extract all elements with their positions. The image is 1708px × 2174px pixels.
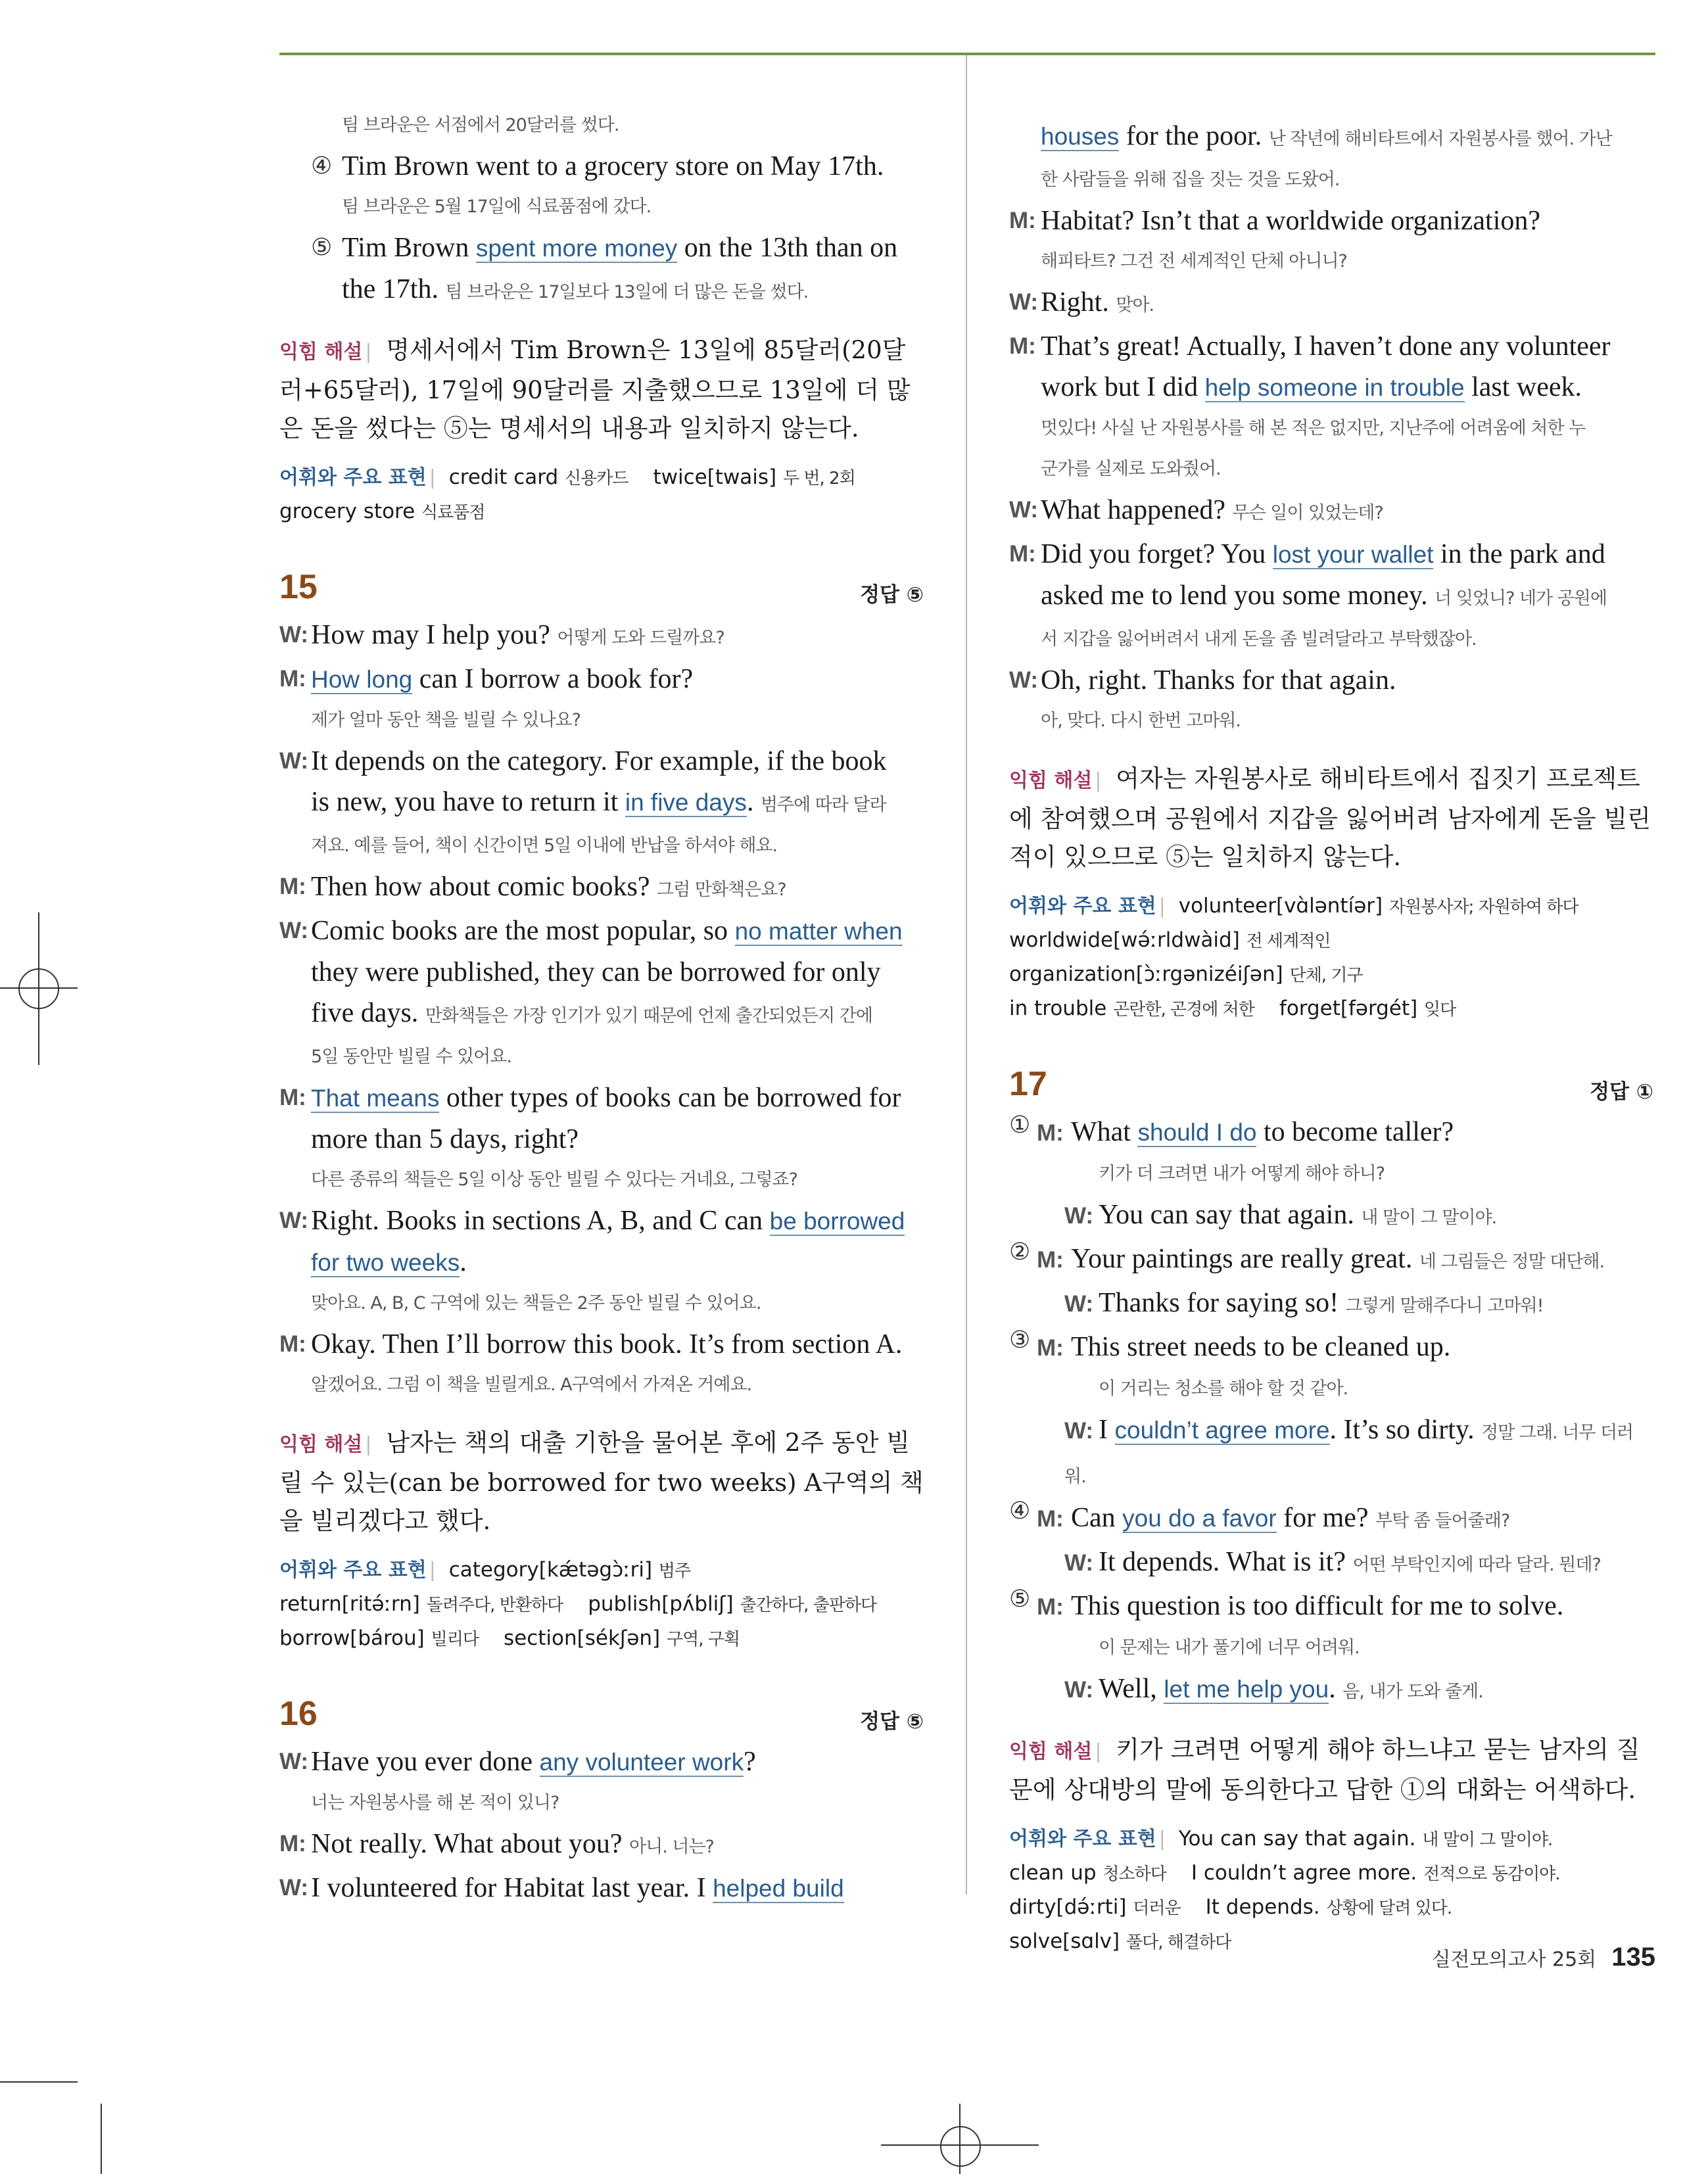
speaker-label: W: [1009,667,1039,693]
vocab-meaning: 내 말이 그 말이야. [1422,1830,1553,1850]
dialogue-translation: 그럼 만화책은요? [657,880,786,900]
option-item [1009,1498,1653,1586]
answer-label: 정답 ⑤ [860,1710,924,1734]
q14-options-tail [279,105,924,313]
vocab-word: category[kǽtəgɔ̀ːri] [448,1558,653,1582]
dialogue-translation: 너 잊었니? 네가 공원에 [1435,588,1607,609]
dialogue-text: What happened? [1041,495,1233,525]
speaker-label: W: [279,622,309,648]
dialogue-line [279,741,924,782]
dialogue-translation: 그렇게 말해주다니 고마워! [1345,1296,1544,1316]
speaker-label: W: [279,1875,309,1901]
dialogue-line [279,615,924,659]
option-line-w [1037,1542,1653,1586]
dialogue-line-cont [279,952,924,993]
vocab-row: 어휘와 주요 표현 | You can say that again. 내 말이 그 말이야. [1009,1827,1553,1851]
speaker-label: M: [279,666,306,692]
dialogue-translation: 범주에 따라 달라 [760,795,886,815]
option-translation: 이 문제는 내가 풀기에 너무 어려워. [1099,1638,1360,1658]
dialogue-translation: 어떻게 도와 드릴까요? [557,628,724,648]
dialogue-text: I [1099,1415,1115,1445]
dialogue-text: Right. Books in sections A, B, and C can [311,1206,770,1236]
dialogue-line [1009,326,1653,367]
key-phrase: lost your wallet [1272,541,1434,568]
vocab-label: 어휘와 주요 표현 [1009,1828,1156,1851]
dialogue-text: work but I did [1041,372,1205,402]
option-line-m [1037,1112,1653,1154]
dialogue-text: Okay. Then I’ll borrow this book. It’s from section A. [311,1329,903,1359]
dialogue-line-cont [279,1242,924,1283]
dialogue-line [279,659,924,700]
vocab-word: worldwide[wə́ːrldwàid] [1009,928,1240,952]
q17-explanation: 익힘 해설 | 키가 크려면 어떻게 해야 하느냐고 묻는 남자의 질문에 상대방의 말에 동의한다고 답한 ①의 대화는 어색하다. [1009,1736,1640,1804]
option-number: ⑤ [311,234,333,261]
dialogue-line-cont [1009,367,1653,408]
dialogue-text: This street needs to be cleaned up. [1071,1332,1451,1362]
vocab-meaning: 곤란한, 곤경에 처한 [1113,1000,1254,1020]
vocab-word: I couldn’t agree more. [1191,1861,1417,1885]
dialogue-translation: 만화책들은 가장 인기가 있기 때문에 언제 출간되었든지 간에 [425,1006,872,1026]
left-column [279,105,924,1909]
vocab-word: twice[twais] [653,465,777,489]
vocab-word: dirty[də́ːrti] [1009,1895,1127,1919]
vocab-meaning: 출간하다, 출판하다 [740,1595,877,1615]
q15-header [279,555,924,615]
key-phrase: couldn’t agree more [1114,1417,1330,1444]
dialogue-text: Can [1071,1503,1123,1533]
vocab-word: You can say that again. [1178,1827,1416,1851]
dialogue-translation: 아, 맞다. 다시 한번 고마워. [1041,711,1241,731]
crop-mark [0,2081,78,2083]
speaker-label: W: [279,1749,309,1774]
option-item [1009,1327,1653,1498]
q15-dialogue [279,615,924,1406]
dialogue-line-cont [279,782,924,826]
q15-vocabulary [279,1553,924,1656]
explanation-text: 남자는 책의 대출 기한을 물어본 후에 2주 동안 빌릴 수 있는(can be borrowed for two weeks) A구역의 책을 빌리겠다고 했다. [279,1429,924,1535]
vocab-meaning: 두 번, 2회 [783,469,855,488]
speaker-label: M: [279,874,306,899]
explanation-label: 익힘 해설 [279,341,363,364]
dialogue-translation: 5일 동안만 빌릴 수 있어요. [311,1047,511,1067]
speaker-label: W: [279,748,309,774]
dialogue-translation: 맞아. [1116,295,1154,316]
explanation-text: 여자는 자원봉사로 해비타트에서 집짓기 프로젝트에 참여했으며 공원에서 지갑을 잃어버려 남자에게 돈을 빌린 적이 있으므로 ⑤는 일치하지 않는다. [1009,765,1651,871]
dialogue-text: Did you forget? You [1041,539,1273,569]
vocab-meaning: 돌려주다, 반환하다 [426,1595,563,1615]
vocab-meaning: 빌리다 [431,1630,479,1649]
dialogue-text: This question is too difficult for me to solve. [1071,1591,1564,1621]
dialogue-text: Oh, right. Thanks for that again. [1041,665,1396,696]
dialogue-text: Habitat? Isn’t that a worldwide organization? [1041,206,1541,236]
key-phrase: any volunteer work [539,1749,744,1776]
dialogue-text: You can say that again. [1099,1200,1362,1230]
speaker-label: W: [1064,1418,1094,1444]
dialogue-line [279,1077,924,1119]
q16-explanation: 익힘 해설 | 여자는 자원봉사로 해비타트에서 집짓기 프로젝트에 참여했으며 공원에서 지갑을 잃어버려 남자에게 돈을 빌린 적이 있으므로 ⑤는 일치하지 않는다. [1009,765,1651,871]
q17-vocabulary [1009,1822,1653,1959]
dialogue-translation: 네 그림들은 정말 대단해. [1419,1252,1605,1272]
dialogue-text: . [1329,1674,1343,1704]
dialogue-line [1009,201,1653,241]
option-translation: 팀 브라운은 17일보다 13일에 더 많은 돈을 썼다. [445,282,809,302]
q16-vocabulary [1009,889,1653,1026]
q16-dialogue-part2 [1009,116,1653,742]
dialogue-text: . [746,787,761,817]
q17-options [1009,1112,1653,1713]
dialogue-text: can I borrow a book for? [412,664,694,694]
q14-option3-translation: 팀 브라운은 서점에서 20달러를 썼다. [342,115,619,135]
dialogue-line-cont [1009,575,1653,619]
option-item [1009,1112,1653,1239]
footer-title: 실전모의고사 25회 [1431,1948,1597,1972]
explanation-label: 익힘 해설 [1009,769,1093,792]
problem-number: 17 [1009,1065,1047,1103]
dialogue-text: What [1071,1117,1138,1147]
option-text: on the 13th than on [677,233,898,263]
key-phrase: houses [1041,123,1120,150]
dialogue-text: . It’s so dirty. [1329,1415,1482,1445]
explanation-label: 익힘 해설 [1009,1740,1093,1763]
dialogue-text: Have you ever done [311,1747,540,1777]
option-line-w [1037,1283,1653,1327]
dialogue-text: . [460,1247,467,1277]
dialogue-line-cont [279,993,924,1037]
vocab-meaning: 잊다 [1424,1000,1456,1020]
page-number: 135 [1611,1943,1655,1972]
dialogue-text: Your paintings are really great. [1071,1244,1419,1274]
vocab-word: section[sékʃən] [504,1626,661,1650]
dialogue-translation: 군가를 실제로 도와줬어. [1041,459,1221,479]
option-line-m [1037,1327,1653,1369]
vocab-word: return[ritə́ːrn] [279,1592,420,1616]
dialogue-text: more than 5 days, right? [311,1124,579,1154]
vocab-word: credit card [448,465,559,489]
option-line-w [1037,1409,1653,1498]
option-line-m [1037,1498,1653,1542]
option-line-m [1037,1239,1653,1283]
dialogue-text: they were published, they can be borrowed for only [311,957,881,987]
speaker-label: M: [1009,333,1036,359]
dialogue-translation: 알겠어요. 그럼 이 책을 빌릴게요. A구역에서 가져온 거예요. [311,1375,752,1395]
dialogue-translation: 난 작년에 해비타트에서 자원봉사를 했어. 가난 [1268,129,1612,149]
answer-label: 정답 ⑤ [860,583,924,607]
speaker-label: M: [1037,1247,1064,1273]
key-phrase: for two weeks [311,1249,460,1276]
problem-number: 16 [279,1695,318,1733]
vocab-word: organization[ɔ̀ːrgənizéiʃən] [1009,962,1283,986]
dialogue-text: Comic books are the most popular, so [311,916,735,946]
q14-option5 [279,227,924,269]
dialogue-line [1009,282,1653,326]
speaker-label: W: [1009,289,1039,315]
speaker-label: M: [1037,1335,1064,1361]
vocab-row [279,495,924,529]
key-phrase: spent more money [475,235,678,262]
vocab-meaning: 단체, 기구 [1289,966,1363,985]
vocab-meaning: 풀다, 해결하다 [1126,1933,1231,1952]
vocab-row: 어휘와 주요 표현 | volunteer[vɑ̀ləntíər] 자원봉사자; 자원하여 하다 [1009,894,1578,918]
dialogue-translation: 멋있다! 사실 난 자원봉사를 해 본 적은 없지만, 지난주에 어려움에 처한 누 [1041,418,1586,438]
dialogue-translation: 정말 그래. 너무 더러워. [1064,1423,1634,1487]
speaker-label: M: [1009,208,1036,233]
dialogue-text: Then how about comic books? [311,872,657,902]
dialogue-line [279,910,924,952]
speaker-label: M: [1037,1506,1064,1532]
page-footer [1432,1943,1655,1972]
dialogue-translation: 너는 자원봉사를 해 본 적이 있니? [311,1793,559,1813]
problem-number: 15 [279,568,318,606]
vocab-label: 어휘와 주요 표현 [1009,895,1156,918]
q14-option4 [279,146,924,187]
vocab-word: It depends. [1205,1895,1320,1919]
vocab-label: 어휘와 주요 표현 [279,1559,427,1582]
registration-mark [18,968,59,1009]
dialogue-translation: 다른 종류의 책들은 5일 이상 동안 빌릴 수 있다는 거네요, 그렇죠? [311,1170,797,1190]
vocab-meaning: 전적으로 동감이야. [1423,1864,1560,1884]
q16-dialogue-part1 [279,1741,924,1909]
speaker-label: M: [279,1085,306,1110]
explanation-label: 익힘 해설 [279,1433,363,1456]
dialogue-translation: 무슨 일이 있었는데? [1232,503,1383,523]
vocab-row [279,1588,924,1622]
vocab-row: 어휘와 주요 표현 | credit card 신용카드 twice[twais] 두 번, 2회 [279,465,855,489]
key-phrase: How long [311,666,413,693]
vocab-row [1009,992,1653,1026]
speaker-label: W: [279,1208,309,1233]
crop-mark [101,2104,102,2174]
q16-header [279,1682,924,1741]
vocab-row [1009,958,1653,992]
key-phrase: let me help you [1164,1676,1329,1703]
dialogue-text: is new, you have to return it [311,787,625,817]
dialogue-line-cont [1009,116,1653,160]
vocab-word: forget[fərgét] [1279,997,1418,1020]
dialogue-text: in the park and [1433,539,1605,569]
key-phrase: should I do [1137,1119,1257,1146]
vocab-meaning: 식료품점 [421,503,485,523]
speaker-label: W: [1064,1291,1094,1317]
dialogue-text: Not really. What about you? [311,1829,630,1859]
dialogue-line-cont [279,1119,924,1160]
option-line-w [1037,1668,1653,1713]
speaker-label: M: [1037,1120,1064,1146]
dialogue-line [279,1741,924,1783]
speaker-label: M: [279,1831,306,1856]
q17-header [1009,1052,1653,1112]
option-item [1009,1239,1653,1327]
dialogue-translation: 해피타트? 그건 전 세계적인 단체 아니니? [1041,251,1347,272]
q15-explanation: 익힘 해설 | 남자는 책의 대출 기한을 물어본 후에 2주 동안 빌릴 수 있는(can be borrowed for two weeks) A구역의 책을 빌리겠다고 했다. [279,1429,924,1535]
vocab-meaning: 전 세계적인 [1246,932,1331,951]
speaker-label: W: [1064,1550,1094,1576]
option-translation: 키가 더 크려면 내가 어떻게 해야 하니? [1099,1164,1385,1184]
option-number: ④ [1009,1498,1031,1524]
vocab-row: 어휘와 주요 표현 | category[kǽtəgɔ̀ːri] 범주 [279,1558,691,1582]
top-rule [279,53,1655,55]
option-number: ① [1009,1112,1031,1139]
dialogue-translation: 내 말이 그 말이야. [1361,1208,1497,1228]
dialogue-translation: 음, 내가 도와 줄게. [1342,1682,1483,1702]
q14-vocabulary [279,461,924,529]
explanation-text: 키가 크려면 어떻게 해야 하느냐고 묻는 남자의 질문에 상대방의 말에 동의한다고 답한 ①의 대화는 어색하다. [1009,1736,1640,1804]
dialogue-line [279,1824,924,1868]
option-line-w [1037,1194,1653,1239]
dialogue-text: Thanks for saying so! [1099,1288,1346,1318]
dialogue-text: That’s great! Actually, I haven’t done any volunteer [1041,331,1611,362]
key-phrase: helped build [713,1875,844,1902]
vocab-row [1009,1891,1653,1925]
dialogue-text: Right. [1041,287,1116,318]
key-phrase: you do a favor [1122,1505,1277,1532]
dialogue-translation: 어떤 부탁인지에 따라 달라. 뭔데? [1352,1555,1601,1575]
right-column [1009,116,1653,1959]
vocab-meaning: 범주 [658,1561,691,1581]
vocab-meaning: 구역, 구획 [667,1630,740,1649]
dialogue-line [279,866,924,910]
speaker-label: M: [1037,1594,1064,1620]
dialogue-translation: 져요. 예를 들어, 책이 신간이면 5일 이내에 반납을 하셔야 해요. [311,836,778,856]
dialogue-line [279,1324,924,1365]
key-phrase: That means [311,1085,440,1112]
speaker-label: W: [1009,497,1039,523]
vocab-word: solve[sɑlv] [1009,1929,1120,1953]
dialogue-text: It depends. What is it? [1099,1547,1353,1577]
dialogue-line [1009,490,1653,534]
option-text: Tim Brown went to a grocery store on May 17th. [342,151,884,181]
key-phrase: in five days [625,789,747,816]
vocab-row [279,1622,924,1656]
speaker-label: W: [1064,1677,1094,1703]
option-number: ④ [311,153,333,179]
dialogue-text: ? [744,1747,756,1777]
q14-explanation: 익힘 해설 | 명세서에서 Tim Brown은 13일에 85달러(20달러+65달러), 17일에 90달러를 지출했으므로 13일에 더 많은 돈을 썼다는 ⑤는 명세서의 내용과 일치하지 않는다. [279,336,911,442]
vocab-meaning: 상황에 달려 있다. [1326,1899,1452,1918]
dialogue-translation: 맞아요. A, B, C 구역에 있는 책들은 2주 동안 빌릴 수 있어요. [311,1293,761,1313]
option-text: the 17th. [342,274,439,304]
speaker-label: W: [1064,1203,1094,1229]
dialogue-text: for the poor. [1119,121,1269,151]
dialogue-text: five days. [311,998,425,1028]
vocab-word: grocery store [279,500,415,523]
dialogue-text: Well, [1099,1674,1164,1704]
vocab-word: volunteer[vɑ̀ləntíər] [1178,894,1383,918]
option-number: ⑤ [1009,1586,1031,1613]
column-divider [966,55,967,1895]
option-item [1009,1586,1653,1713]
q14-option5-cont [279,269,924,313]
option-number: ③ [1009,1327,1031,1354]
dialogue-translation: 아니. 너는? [629,1837,714,1857]
speaker-label: M: [279,1331,306,1357]
dialogue-text: other types of books can be borrowed for [439,1083,901,1113]
vocab-meaning: 신용카드 [564,469,629,488]
dialogue-line [279,1868,924,1909]
dialogue-text: last week. [1464,372,1582,402]
dialogue-line [279,1200,924,1242]
dialogue-translation: 부탁 좀 들어줄래? [1375,1511,1510,1531]
answer-label: 정답 ① [1590,1080,1653,1104]
vocab-word: publish[pʌ́bliʃ] [588,1592,734,1616]
vocab-meaning: 더러운 [1133,1899,1181,1918]
speaker-label: W: [279,918,309,943]
option-number: ② [1009,1239,1031,1265]
dialogue-text: for me? [1276,1503,1376,1533]
registration-mark [940,2126,981,2167]
dialogue-text: How may I help you? [311,620,557,650]
vocab-word: borrow[bárou] [279,1626,425,1650]
dialogue-text: It depends on the category. For example, if the book [311,746,887,776]
speaker-label: M: [1009,541,1036,567]
dialogue-line [1009,660,1653,701]
vocab-word: in trouble [1009,997,1107,1020]
key-phrase: be borrowed [769,1208,905,1235]
dialogue-text: asked me to lend you some money. [1041,580,1435,611]
vocab-word: clean up [1009,1861,1097,1885]
dialogue-text: I volunteered for Habitat last year. I [311,1873,713,1903]
vocab-label: 어휘와 주요 표현 [279,466,427,489]
dialogue-translation: 서 지갑을 잃어버려서 내게 돈을 좀 빌려달라고 부탁했잖아. [1041,629,1477,650]
explanation-text: 명세서에서 Tim Brown은 13일에 85달러(20달러+65달러), 17일에 90달러를 지출했으므로 13일에 더 많은 돈을 썼다는 ⑤는 명세서의 내용과 일치하지 않는다. [279,336,911,442]
vocab-row [1009,1856,1653,1891]
vocab-meaning: 청소하다 [1103,1864,1166,1884]
option-line-m [1037,1586,1653,1628]
dialogue-text: to become taller? [1256,1117,1454,1147]
dialogue-translation: 한 사람들을 위해 집을 짓는 것을 도왔어. [1041,170,1340,190]
option-text: Tim Brown [342,233,476,263]
dialogue-line [1009,534,1653,575]
key-phrase: help someone in trouble [1204,374,1465,401]
vocab-row [1009,924,1653,958]
key-phrase: no matter when [734,918,903,945]
option-translation: 이 거리는 청소를 해야 할 것 같아. [1099,1379,1348,1399]
vocab-meaning: 자원봉사자; 자원하여 하다 [1388,897,1578,917]
q14-option4-translation: 팀 브라운은 5월 17일에 식료품점에 갔다. [342,197,652,217]
dialogue-translation: 제가 얼마 동안 책을 빌릴 수 있나요? [311,710,581,730]
